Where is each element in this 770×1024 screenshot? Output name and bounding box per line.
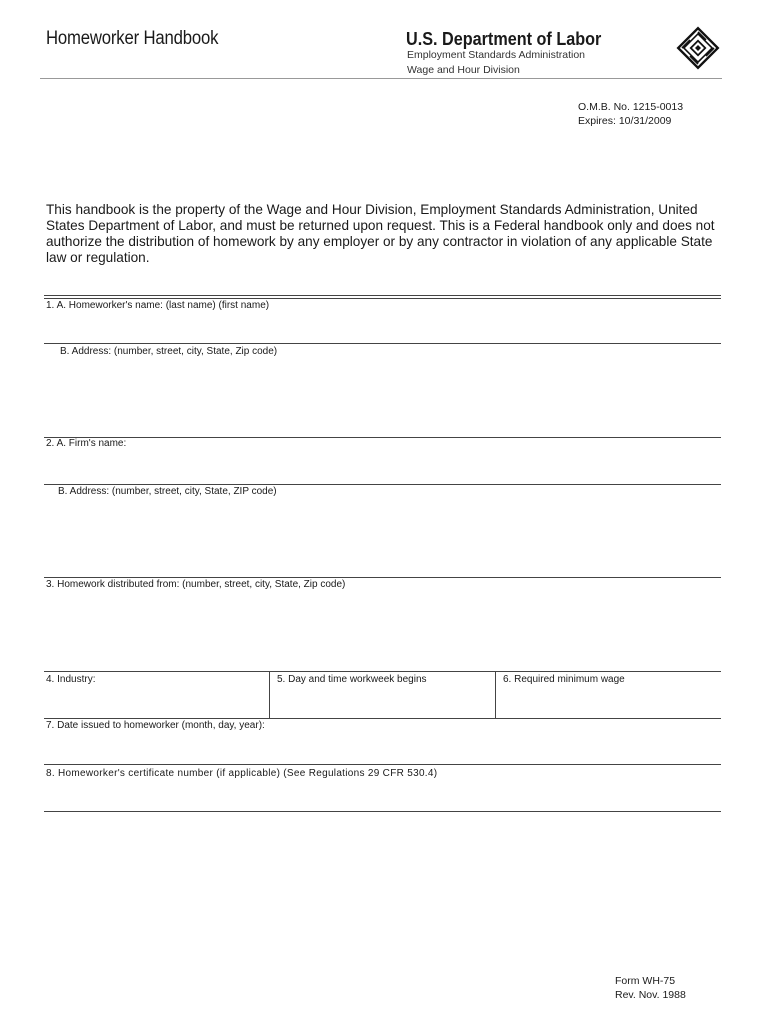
certificate-number-field[interactable] [44, 780, 721, 810]
section-divider-top-double [44, 298, 721, 299]
form-footer [615, 974, 686, 1002]
form-number: Form WH-75 [615, 975, 676, 987]
omb-expires: Expires: 10/31/2009 [578, 115, 672, 127]
field-divider [44, 577, 721, 578]
field-label-distributed-from: 3. Homework distributed from: (number, street, city, State, Zip code) [46, 579, 346, 590]
field-divider [44, 343, 721, 344]
field-label-certificate-number: 8. Homeworker's certificate number (if applicable) (See Regulations 29 CFR 530.4) [46, 768, 438, 779]
homeworker-name-field[interactable] [44, 312, 721, 342]
omb-block [578, 100, 683, 128]
field-divider [44, 484, 721, 485]
field-divider [44, 764, 721, 765]
field-label-industry: 4. Industry: [46, 674, 96, 685]
field-label-homeworker-name: 1. A. Homeworker's name: (last name) (first name) [46, 300, 270, 311]
field-divider [44, 671, 721, 672]
field-label-firm-name: 2. A. Firm's name: [46, 438, 127, 449]
division-name: Wage and Hour Division [407, 64, 520, 76]
column-divider [495, 671, 496, 718]
field-label-homeworker-address: B. Address: (number, street, city, State, Zip code) [60, 346, 278, 357]
homeworker-address-field[interactable] [44, 358, 721, 436]
form-revision: Rev. Nov. 1988 [615, 989, 686, 1001]
field-label-minimum-wage: 6. Required minimum wage [503, 674, 625, 685]
document-title: Homeworker Handbook [46, 28, 219, 49]
section-divider-top [44, 295, 721, 296]
date-issued-field[interactable] [44, 732, 721, 763]
minimum-wage-field[interactable] [497, 686, 721, 717]
dol-seal-icon [676, 26, 720, 70]
firm-name-field[interactable] [44, 450, 721, 482]
department-name: U.S. Department of Labor [406, 29, 602, 49]
field-divider [44, 437, 721, 438]
agency-name: Employment Standards Administration [407, 49, 586, 61]
field-divider [44, 718, 721, 719]
firm-address-field[interactable] [44, 498, 721, 576]
distributed-from-field[interactable] [44, 591, 721, 669]
header-divider [40, 78, 722, 79]
workweek-begins-field[interactable] [271, 686, 494, 717]
omb-number: O.M.B. No. 1215-0013 [578, 101, 684, 113]
intro-paragraph: This handbook is the property of the Wage and Hour Division, Employment Standards Administration, United States Department of Labor, and must be returned upon request. This is a Federal handbook only and does not authorize the distribution of homework by any employer or by any contractor in violation of any applicable State law or regulation. [46, 202, 715, 265]
field-label-date-issued: 7. Date issued to homeworker (month, day, year): [46, 720, 265, 731]
field-label-workweek-begins: 5. Day and time workweek begins [277, 674, 427, 685]
section-divider-bottom [44, 811, 721, 812]
column-divider [269, 671, 270, 718]
field-label-firm-address: B. Address: (number, street, city, State, ZIP code) [58, 486, 277, 497]
industry-field[interactable] [44, 686, 268, 717]
